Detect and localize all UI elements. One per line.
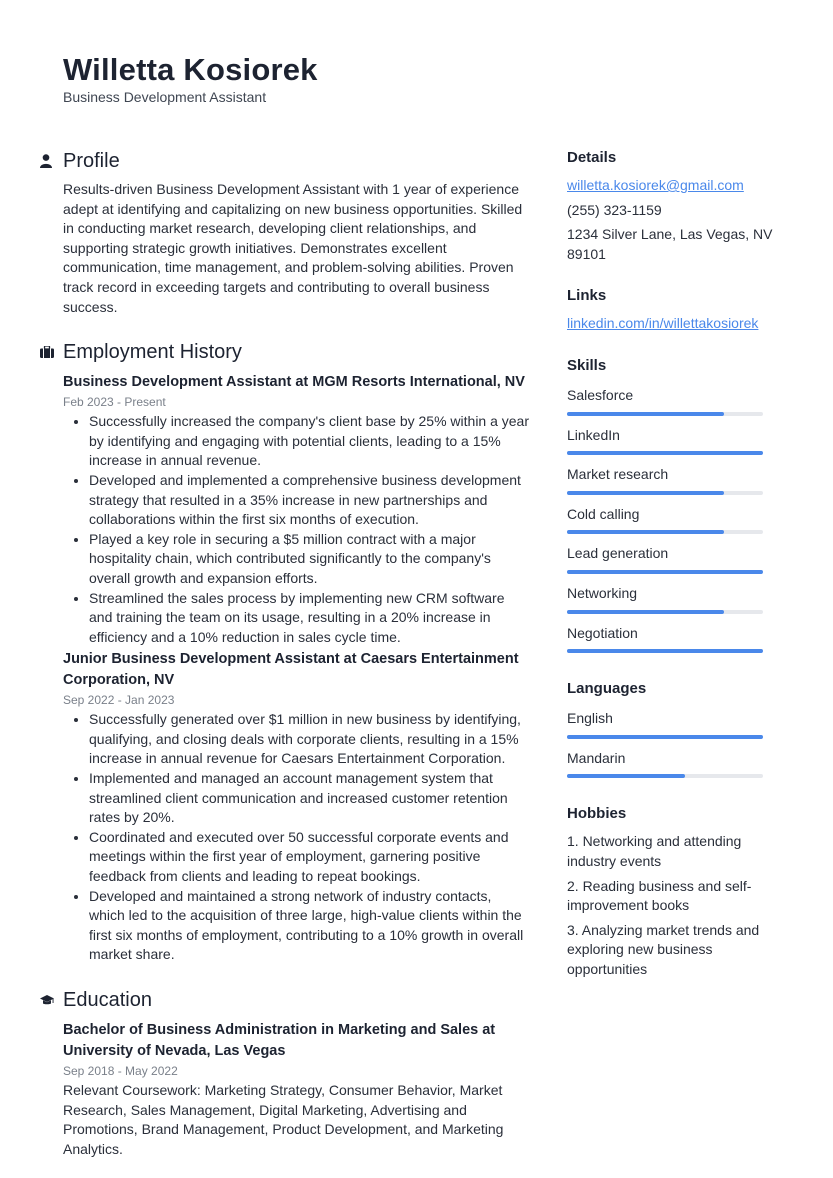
skill-level-bar [567,649,763,653]
job-bullets [63,412,530,647]
skill-item [567,544,782,574]
employment-section [40,339,530,965]
skill-item [567,386,782,416]
skills-section [567,356,782,653]
skill-item [567,624,782,654]
language-item [567,749,782,779]
skill-level-bar [567,491,763,495]
main-column [40,148,530,1159]
degree-title: Bachelor of Business Administration in Marketing and Sales at University of Nevada, Las Vegas [63,1022,496,1059]
job-bullet: • Successfully generated over $1 million in new business by identifying, qualifying, and closing deals with corporate clients, resulting in a 15% increase in annual revenue for Caesars Entertainment Corporation. [89,710,530,769]
linkedin-link[interactable]: linkedin.com/in/willettakosiorek [567,315,759,332]
briefcase-icon [40,346,63,358]
skill-level-bar [567,451,763,455]
employment-heading [40,339,530,365]
job-title: Business Development Assistant at MGM Resorts International, NV [63,374,525,391]
skill-level-bar [567,530,763,534]
skill-name: Cold calling [567,505,640,522]
language-level-bar [567,735,763,739]
job-entry [63,372,530,647]
skill-level-fill [567,530,724,534]
skill-name: LinkedIn [567,426,620,443]
degree-dates: Sep 2018 - May 2022 [63,1064,178,1078]
job-bullet: • Successfully increased the company's client base by 25% within a year by identifying and engaging with potential clients, leading to a 15% increase in annual revenue. [89,412,530,471]
links-title: Links [567,287,607,305]
job-bullet: • Developed and maintained a strong network of industry contacts, which led to the acquisition of three large, high-value clients within the first six months of employment, contributing to a 10% growth in overall market share. [89,887,530,965]
skill-name: Salesforce [567,386,634,403]
skill-item [567,426,782,456]
skill-level-fill [567,610,724,614]
skills-title: Skills [567,356,607,374]
language-level-fill [567,774,685,778]
language-level-bar [567,774,763,778]
hobby-item: 3. Analyzing market trends and exploring new business opportunities [567,921,760,977]
address: 1234 Silver Lane, Las Vegas, NV 89101 [567,226,773,262]
skill-level-fill [567,649,763,653]
skill-name: Networking [567,584,638,601]
skill-item [567,465,782,495]
resume-header [63,52,318,105]
education-section [40,987,530,1159]
languages-title: Languages [567,680,647,698]
skill-level-fill [567,570,763,574]
job-bullet: • Developed and implemented a comprehensive business development strategy that resulted in a 35% increase in new partnerships and collaborations within the first six months of execution. [89,471,530,530]
job-bullet: • Streamlined the sales process by implementing new CRM software and training the team on its usage, resulting in a 20% increase in efficiency and a 10% reduction in sales cycle time. [89,589,530,648]
skill-level-fill [567,451,763,455]
hobby-item: 2. Reading business and self-improvement books [567,877,752,914]
skill-level-bar [567,412,763,416]
person-icon [40,154,63,168]
skill-name: Market research [567,466,669,483]
hobbies-section [567,804,782,979]
job-bullet: • Coordinated and executed over 50 successful corporate events and meetings within the first year of employment, garnering positive feedback from clients and leading to repeat bookings. [89,828,530,887]
job-dates: Sep 2022 - Jan 2023 [63,693,175,708]
skill-level-fill [567,412,724,416]
email-link[interactable]: willetta.kosiorek@gmail.com [567,177,744,193]
details-section [567,148,782,264]
job-entry [63,649,530,965]
side-column [567,148,782,979]
skill-level-bar [567,570,763,574]
skill-name: Lead generation [567,545,669,562]
skill-level-bar [567,610,763,614]
employment-title: Employment History [63,340,242,363]
graduation-cap-icon [40,995,63,1006]
skill-item [567,505,782,535]
profile-title: Profile [63,149,120,172]
job-title: Junior Business Development Assistant at Caesars Entertainment Corporation, NV [63,651,519,689]
job-dates: Feb 2023 - Present [63,395,166,410]
details-title: Details [567,149,617,166]
links-section [567,286,782,334]
candidate-name: Willetta Kosiorek [63,52,318,87]
language-name: Mandarin [567,749,626,766]
language-level-fill [567,735,763,739]
profile-summary: Results-driven Business Development Assistant with 1 year of experience adept at identifying and capitalizing on new business opportunities. Skilled in conducting market research, developing client relationships, and supporting strategic growth initiatives. Demonstrates excellent communication, time management, and problem-solving abilities. Proven track record in exceeding targets and contributing to overall business success. [63,181,523,315]
hobbies-title: Hobbies [567,805,627,823]
candidate-title: Business Development Assistant [63,89,267,105]
job-bullet: • Played a key role in securing a $5 million contract with a major hospitality chain, which contributed significantly to the company's overall growth and expansion efforts. [89,530,530,589]
coursework: Relevant Coursework: Marketing Strategy, Consumer Behavior, Market Research, Sales Management, Digital Marketing, Advertising and Promotions, Brand Management, Product Development, and Marketing Analytics. [63,1082,504,1157]
education-title: Education [63,988,152,1011]
profile-section [40,148,530,317]
skill-level-fill [567,491,724,495]
language-name: English [567,710,613,727]
job-bullet: • Implemented and managed an account management system that streamlined client communication and increased customer retention rates by 20%. [89,769,530,828]
profile-heading [40,148,530,174]
language-item [567,709,782,739]
phone-number: (255) 323-1159 [567,201,662,218]
languages-section [567,679,782,778]
skill-name: Negotiation [567,624,638,641]
job-bullets [63,710,530,965]
hobby-item: 1. Networking and attending industry events [567,833,742,869]
skill-item [567,584,782,614]
education-heading [40,987,530,1013]
